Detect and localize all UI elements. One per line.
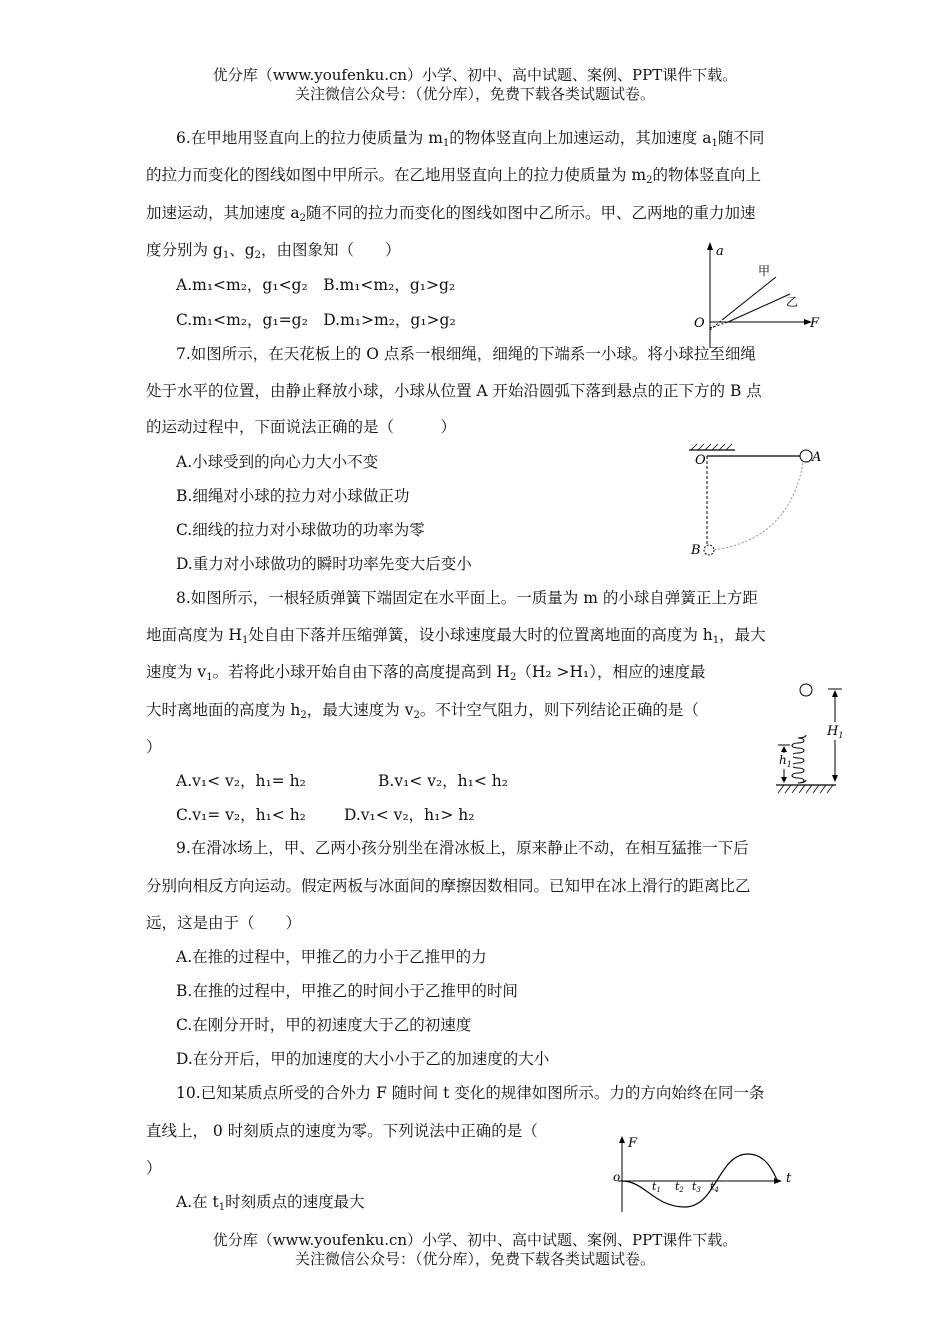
q6-line-2: 的拉力而变化的图线如图中甲所示。在乙地用竖直向上的拉力使质量为 $m_2$的物体竖直向上 <box>146 166 762 186</box>
footer-line-2: 关注微信公众号：（优分库），免费下载各类试题试卷。 <box>294 1250 655 1268</box>
q6-line-1: 6.在甲地用竖直向上的拉力使质量为 $m_1$的物体竖直向上加速运动，其加速度 $a_1$随不同 <box>176 129 765 149</box>
q9-option-c: C.在刚分开时，甲的初速度大于乙的初速度 <box>176 1016 472 1034</box>
q10-figure <box>610 1132 800 1214</box>
q8-h1-small-arrow-down-icon <box>781 777 787 783</box>
q6-label-yi: 乙 <box>786 295 799 309</box>
q6-line-4: 度分别为 $g_1$、$g_2$，由图象知（ ） <box>146 241 401 261</box>
q9-line-2: 分别向相反方向运动。假定两板与冰面间的摩擦因数相同。已知甲在冰上滑行的距离比乙 <box>146 877 751 895</box>
q10-label-t3: t3 <box>692 1180 701 1194</box>
q6-label-jia: 甲 <box>758 264 771 278</box>
q10-option-a: A.在 $t_1$时刻质点的速度最大 <box>176 1193 365 1213</box>
q8-label-h1: $H_1$ <box>827 724 844 740</box>
q10-line-2: 直线上， 0 时刻质点的速度为零。下列说法中正确的是（ <box>146 1122 538 1140</box>
q10-line-3: ） <box>146 1159 162 1177</box>
q8-h1-arrow-up-icon <box>832 690 838 697</box>
q8-label-h1-small: $h_1$ <box>779 753 792 769</box>
q8-option-a: A.v₁< v₂，h₁= h₂ <box>176 772 306 790</box>
q8-line-1: 8.如图所示，一根轻质弹簧下端固定在水平面上。一质量为 m 的小球自弹簧正上方距 <box>176 589 758 607</box>
q7-arc-path <box>713 463 803 550</box>
q6-figure <box>690 240 830 350</box>
q9-line-1: 9.在滑冰场上，甲、乙两小孩分别坐在滑冰板上，原来静止不动，在相互猛推一下后 <box>176 839 749 857</box>
q9-option-d: D.在分开后，甲的加速度的大小小于乙的加速度的大小 <box>176 1050 550 1068</box>
q7-ball-a <box>800 450 812 462</box>
q7-ceiling-hatch <box>691 444 732 450</box>
q10-line-1: 10.已知某质点所受的合外力 F 随时间 t 变化的规律如图所示。力的方向始终在同一条 <box>176 1084 765 1102</box>
q6-line-3: 加速运动，其加速度 $a_2$随不同的拉力而变化的图线如图中乙所示。甲、乙两地的重力加速 <box>146 204 756 224</box>
q10-label-t2: t2 <box>675 1180 684 1194</box>
q8-figure <box>770 675 850 800</box>
header-line-1: 优分库（www.youfenku.cn）小学、初中、高中试题、案例、PPT课件下载。 <box>212 66 738 84</box>
footer-line-1: 优分库（www.youfenku.cn）小学、初中、高中试题、案例、PPT课件下载。 <box>212 1231 738 1249</box>
q8-line-3: 速度为 $v_1$。若将此小球开始自由下落的高度提高到 $H_2(H_2 >H_1)$，相应的速度最 <box>146 663 706 683</box>
q7-label-a: A <box>812 450 822 465</box>
q9-option-b: B.在推的过程中，甲推乙的时间小于乙推甲的时间 <box>176 982 518 1000</box>
q7-ball-b <box>704 545 714 555</box>
q7-option-b: B.细绳对小球的拉力对小球做正功 <box>176 487 410 505</box>
q7-line-3: 的运动过程中，下面说法正确的是（ ） <box>146 418 457 436</box>
q6-label-f: F <box>810 316 820 331</box>
q7-option-a: A.小球受到的向心力大小不变 <box>176 453 379 471</box>
q7-option-d: D.重力对小球做功的瞬时功率先变大后变小 <box>176 555 472 573</box>
q10-label-t4: t4 <box>710 1180 719 1194</box>
q8-option-b: B.v₁< v₂，h₁< h₂ <box>378 772 508 790</box>
q8-line-2: 地面高度为 $H_1$处自由下落并压缩弹簧，设小球速度最大时的位置离地面的高度为 $h_1$，最大 <box>146 626 766 646</box>
q10-label-o: o <box>613 1170 621 1184</box>
q7-label-b: B <box>691 543 701 558</box>
q6-label-a: a <box>716 244 724 259</box>
q10-label-f: F <box>628 1136 638 1151</box>
q9-option-a: A.在推的过程中，甲推乙的力小于乙推甲的力 <box>176 948 487 966</box>
header-line-2: 关注微信公众号：（优分库），免费下载各类试题试卷。 <box>294 85 655 103</box>
q8-option-c: C.v₁= v₂，h₁< h₂ <box>176 806 306 824</box>
q8-ball <box>800 684 812 696</box>
q8-spring <box>792 735 806 783</box>
q8-h1-small-arrow-up-icon <box>781 746 787 752</box>
q9-line-3: 远，这是由于（ ） <box>146 914 302 932</box>
q6-dash-yi <box>710 322 728 328</box>
q8-line-5: ） <box>146 738 162 756</box>
q7-label-o: O <box>695 453 706 468</box>
q8-ground-hatch <box>778 785 833 793</box>
q6-option-ab: A.m₁<m₂，g₁<g₂ B.m₁<m₂，g₁>g₂ <box>176 276 456 294</box>
q7-option-c: C.细线的拉力对小球做功的功率为零 <box>176 521 425 539</box>
q10-label-t: t <box>786 1171 792 1186</box>
q7-figure <box>685 440 825 565</box>
q6-label-o: O <box>694 316 705 331</box>
q6-line-jia <box>722 277 776 320</box>
q7-line-1: 7.如图所示，在天花板上的 O 点系一根细绳，细绳的下端系一小球。将小球拉至细绳 <box>176 345 756 363</box>
q10-label-t1: t1 <box>652 1180 661 1194</box>
q7-line-2: 处于水平的位置，由静止释放小球，小球从位置 A 开始沿圆弧下落到悬点的正下方的 B 点 <box>146 382 762 400</box>
q10-f-arrow-icon <box>619 1136 625 1143</box>
q8-h1-arrow-down-icon <box>832 775 838 782</box>
q8-option-d: D.v₁< v₂，h₁> h₂ <box>344 806 475 824</box>
q6-a-arrow-icon <box>707 242 713 250</box>
q8-line-4: 大时离地面的高度为 $h_2$，最大速度为 $v_2$。不计空气阻力，则下列结论正确的是（ <box>146 701 699 721</box>
q6-option-cd: C.m₁<m₂，g₁=g₂ D.m₁>m₂，g₁>g₂ <box>176 311 456 329</box>
